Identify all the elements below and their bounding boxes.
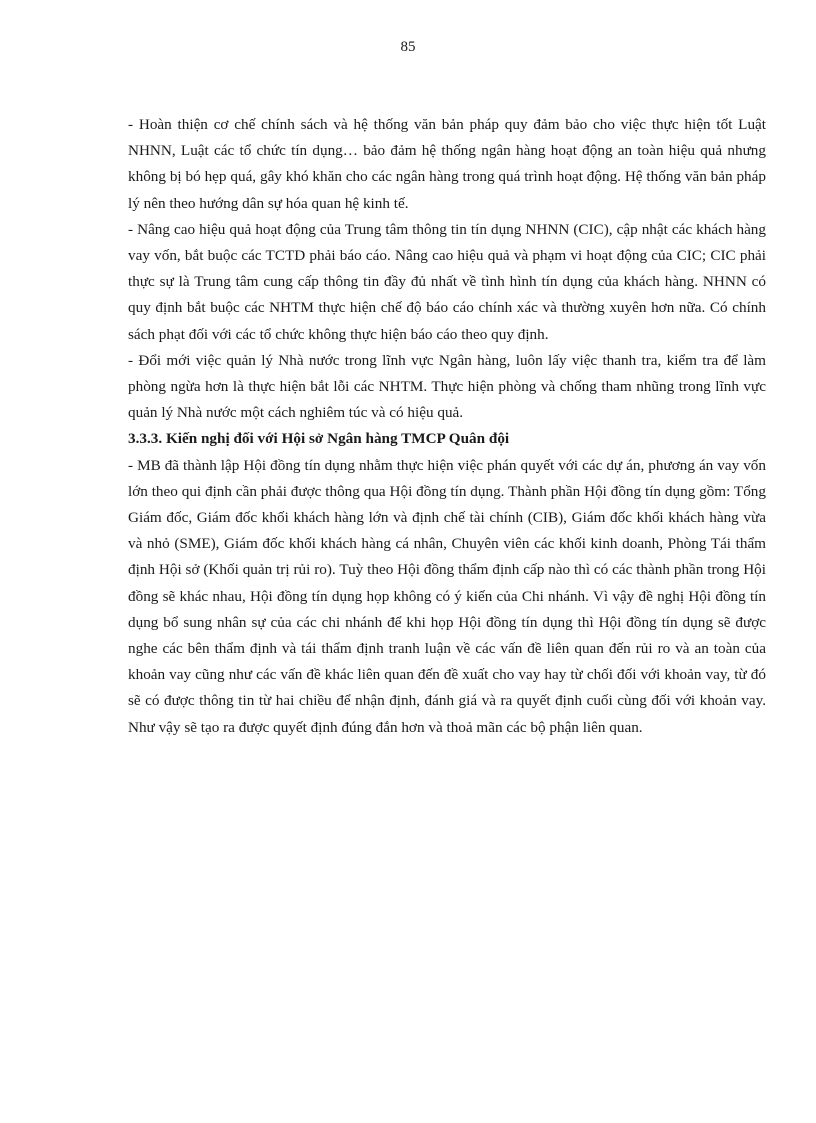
section-heading: 3.3.3. Kiến nghị đối với Hội sở Ngân hàng TMCP Quân đội (128, 430, 510, 448)
document-body (128, 112, 766, 741)
paragraph-state-management: - Đổi mới việc quản lý Nhà nước trong lĩnh vực Ngân hàng, luôn lấy việc thanh tra, kiểm tra để làm phòng ngừa hơn là thực hiện bắt lỗi các NHTM. Thực hiện phòng và chống tham nhũng trong lĩnh vực quản lý Nhà nước một cách nghiêm túc và có hiệu quả. (128, 351, 766, 422)
paragraph-credit-information-center: - Nâng cao hiệu quả hoạt động của Trung tâm thông tin tín dụng NHNN (CIC), cập nhật các khách hàng vay vốn, bắt buộc các TCTD phải báo cáo. Nâng cao hiệu quả và phạm vi hoạt động của CIC; CIC phải thực sự là Trung tâm cung cấp thông tin đầy đủ nhất về tình hình tín dụng của khách hàng. NHNN có quy định bắt buộc các NHTM thực hiện chế độ báo cáo chính xác và thường xuyên hơn nữa. Có chính sách phạt đối với các tổ chức không thực hiện báo cáo theo quy định. (128, 220, 766, 343)
paragraph-legal-framework: - Hoàn thiện cơ chế chính sách và hệ thống văn bản pháp quy đảm bảo cho việc thực hiện tốt Luật NHNN, Luật các tổ chức tín dụng… bảo đảm hệ thống ngân hàng hoạt động an toàn hiệu quả nhưng không bị bó hẹp quá, gây khó khăn cho các ngân hàng trong quá trình hoạt động. Hệ thống văn bản pháp lý nên theo hướng dân sự hóa quan hệ kinh tế. (128, 116, 766, 212)
page-number: 85 (400, 39, 416, 55)
paragraph-credit-council: - MB đã thành lập Hội đồng tín dụng nhằm thực hiện việc phán quyết với các dự án, phương án vay vốn lớn theo qui định cần phải được thông qua Hội đồng tín dụng. Thành phần Hội đồng tín dụng gồm: Tổng Giám đốc, Giám đốc khối khách hàng lớn và định chế tài chính (CIB), Giám đốc khối khách hàng vừa và nhỏ (SME), Giám đốc khối khách hàng cá nhân, Chuyên viên các khối kinh doanh, Phòng Tái thẩm định Hội sở (Khối quản trị rủi ro). Tuỳ theo Hội đồng thẩm định cấp nào thì có các thành phần trong Hội đồng sẽ khác nhau, Hội đồng tín dụng họp không có ý kiến của Chi nhánh. Vì vậy đề nghị Hội đồng tín dụng bổ sung nhân sự của các chi nhánh để khi họp Hội đồng tín dụng thì Hội đồng tín dụng sẽ được nghe các bên thẩm định và tái thẩm định tranh luận về các vấn đề liên quan đến rủi ro và an toàn của khoản vay cũng như các vấn đề khác liên quan đến đề xuất cho vay hay từ chối đối với khoản vay, từ đó sẽ có được thông tin từ hai chiều để nhận định, đánh giá và ra quyết định cuối cùng đối với khoản vay. Như vậy sẽ tạo ra được quyết định đúng đắn hơn và thoả mãn các bộ phận liên quan. (128, 456, 766, 736)
